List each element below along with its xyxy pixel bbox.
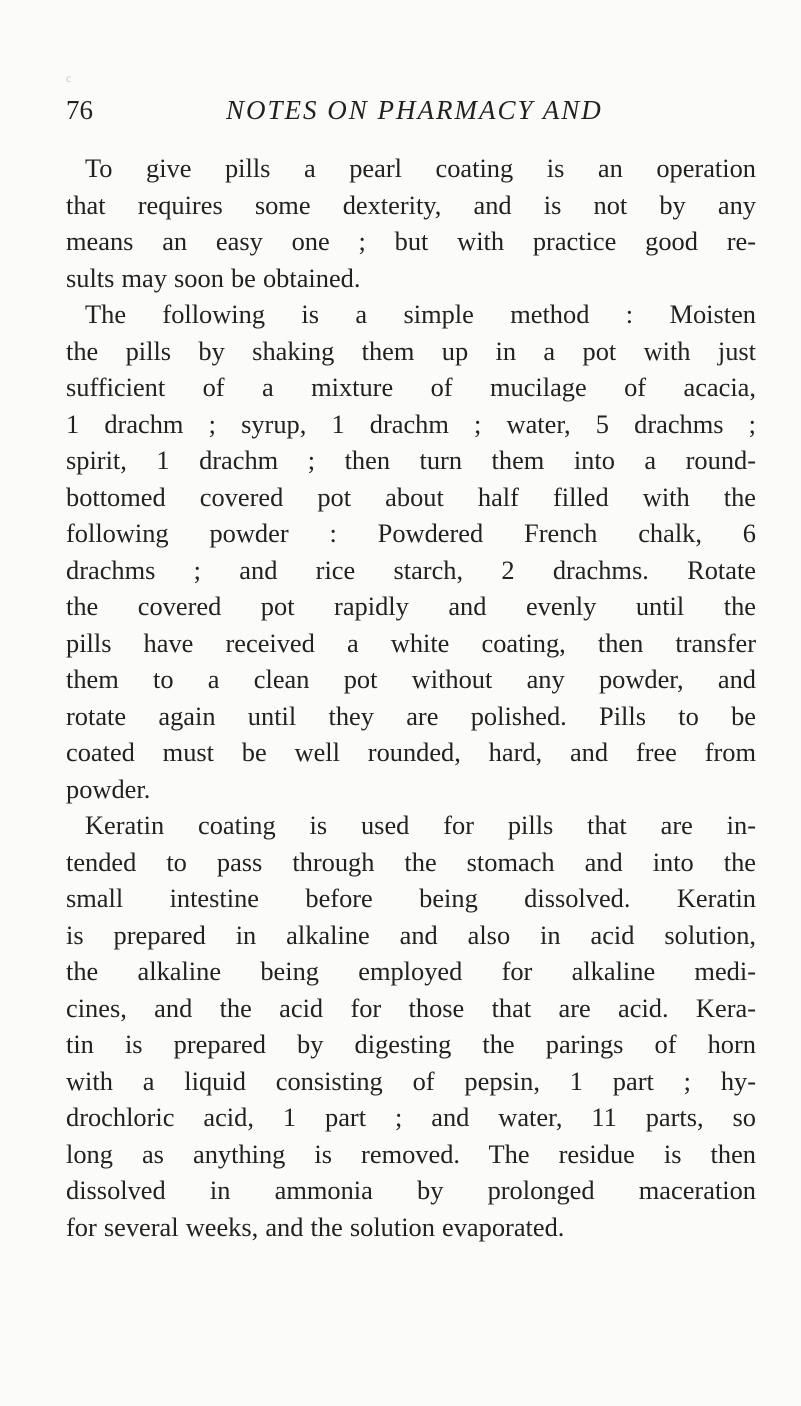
- text-line: them to a clean pot without any powder, and: [66, 664, 756, 694]
- text-line: is prepared in alkaline and also in acid solution,: [66, 919, 756, 950]
- text-line: dissolved in ammonia by prolonged maceration: [66, 1175, 756, 1205]
- page-number: 76: [66, 95, 93, 125]
- text-line: powder.: [66, 773, 151, 804]
- text-line: tended to pass through the stomach and into the: [66, 846, 756, 877]
- text-line: bottomed covered pot about half filled with the: [66, 481, 756, 512]
- text-line: The following is a simple method : Moisten: [85, 299, 756, 329]
- text-line: with a liquid consisting of pepsin, 1 part ; hy-: [66, 1065, 756, 1096]
- text-line: pills have received a white coating, then transfer: [66, 627, 756, 658]
- text-line: drachms ; and rice starch, 2 drachms. Rotate: [66, 554, 756, 585]
- text-line: sults may soon be obtained.: [66, 262, 361, 293]
- text-line: spirit, 1 drachm ; then turn them into a round-: [66, 445, 756, 475]
- text-line: tin is prepared by digesting the parings of horn: [66, 1029, 756, 1059]
- text-line: means an easy one ; but with practice good re-: [66, 226, 756, 256]
- text-line: the covered pot rapidly and evenly until the: [66, 591, 756, 621]
- body-text: [66, 150, 756, 1245]
- text-line: the alkaline being employed for alkaline medi-: [66, 956, 756, 986]
- text-line: coated must be well rounded, hard, and free from: [66, 737, 756, 767]
- text-line: following powder : Powdered French chalk, 6: [66, 518, 756, 548]
- text-line: sufficient of a mixture of mucilage of acacia,: [66, 372, 756, 402]
- text-line: 1 drachm ; syrup, 1 drachm ; water, 5 drachms ;: [66, 408, 756, 439]
- text-line: the pills by shaking them up in a pot with just: [66, 335, 756, 366]
- text-line: drochloric acid, 1 part ; and water, 11 parts, so: [66, 1102, 756, 1132]
- text-line: for several weeks, and the solution evaporated.: [66, 1211, 565, 1242]
- text-line: small intestine before being dissolved. Keratin: [66, 883, 756, 913]
- text-line: long as anything is removed. The residue is then: [66, 1138, 756, 1169]
- text-line: rotate again until they are polished. Pills to be: [66, 700, 756, 731]
- stray-mark: c: [66, 71, 72, 85]
- running-head: [66, 92, 756, 128]
- text-line: cines, and the acid for those that are acid. Kera-: [66, 992, 756, 1023]
- text-line: Keratin coating is used for pills that are in-: [85, 810, 756, 840]
- running-title: NOTES ON PHARMACY AND: [226, 95, 603, 125]
- text-line: that requires some dexterity, and is not by any: [66, 189, 756, 220]
- text-line: To give pills a pearl coating is an operation: [85, 153, 756, 183]
